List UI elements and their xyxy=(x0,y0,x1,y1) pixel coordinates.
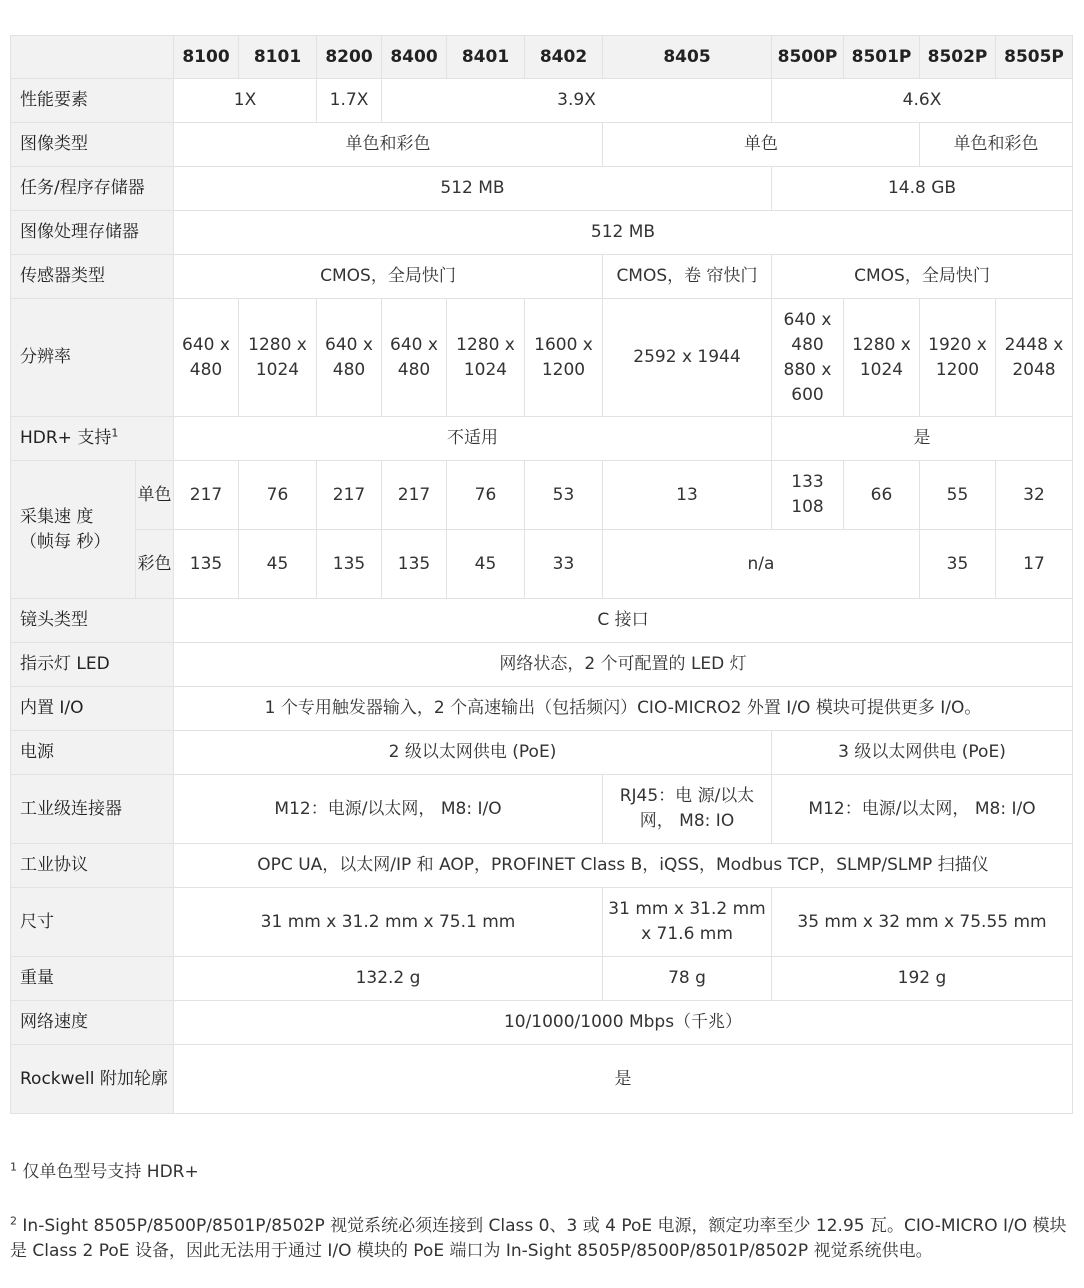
cell: CMOS，卷 帘快门 xyxy=(603,255,772,299)
footnote-text: In-Sight 8505P/8500P/8501P/8502P 视觉系统必须连接到 Class 0、3 或 4 PoE 电源，额定功率至少 12.95 瓦。CIO-MICRO I/O 模块是 Class 2 PoE 设备，因此无法用于通过 I/O 模块的 PoE 端口为 In-Sight 8505P/8500P/8501P/8502P 视觉系统供电。 xyxy=(10,1216,1067,1261)
row-io xyxy=(11,687,1073,731)
cell: 135 xyxy=(317,530,382,599)
row-dimensions xyxy=(11,888,1073,957)
cell: 640 x 480 xyxy=(382,299,447,417)
cell: 33 xyxy=(525,530,603,599)
row-acquisition-mono xyxy=(11,461,1073,530)
row-network xyxy=(11,1001,1073,1045)
model-header: 8505P xyxy=(996,36,1073,79)
cell: 1920 x 1200 xyxy=(920,299,996,417)
cell: 192 g xyxy=(772,957,1073,1001)
row-image-memory xyxy=(11,211,1073,255)
model-header: 8401 xyxy=(447,36,525,79)
cell: 45 xyxy=(239,530,317,599)
model-header: 8400 xyxy=(382,36,447,79)
cell: 1600 x 1200 xyxy=(525,299,603,417)
cell: 2 级以太网供电 (PoE) xyxy=(174,731,772,775)
cell: 135 xyxy=(382,530,447,599)
cell: CMOS，全局快门 xyxy=(772,255,1073,299)
cell: 是 xyxy=(174,1045,1073,1114)
footnote-2 xyxy=(10,1214,1073,1264)
cell: M12：电源/以太网， M8: I/O xyxy=(174,775,603,844)
cell: 32 xyxy=(996,461,1073,530)
cell: 单色 xyxy=(603,123,920,167)
sub-label: 彩色 xyxy=(136,530,174,599)
cell: 76 xyxy=(239,461,317,530)
row-weight xyxy=(11,957,1073,1001)
row-label: 图像类型 xyxy=(11,123,174,167)
cell: 76 xyxy=(447,461,525,530)
row-hdr xyxy=(11,417,1073,461)
model-header: 8200 xyxy=(317,36,382,79)
header-row xyxy=(11,36,1073,79)
row-label: 重量 xyxy=(11,957,174,1001)
cell: 66 xyxy=(844,461,920,530)
row-label: 分辨率 xyxy=(11,299,174,417)
row-label xyxy=(11,417,174,461)
footnotes xyxy=(10,1160,1073,1264)
cell: M12：电源/以太网， M8: I/O xyxy=(772,775,1073,844)
cell: 1280 x 1024 xyxy=(239,299,317,417)
cell: 640 x 480 xyxy=(317,299,382,417)
cell: 78 g xyxy=(603,957,772,1001)
cell: 2592 x 1944 xyxy=(603,299,772,417)
model-header: 8100 xyxy=(174,36,239,79)
cell: 网络状态，2 个可配置的 LED 灯 xyxy=(174,643,1073,687)
cell: 1 个专用触发器输入，2 个高速输出（包括频闪）CIO-MICRO2 外置 I/O 模块可提供更多 I/O。 xyxy=(174,687,1073,731)
footnote-1 xyxy=(10,1160,1073,1185)
cell: CMOS，全局快门 xyxy=(174,255,603,299)
row-sensor xyxy=(11,255,1073,299)
cell: 217 xyxy=(317,461,382,530)
row-label: 采集速 度 （帧每 秒） xyxy=(11,461,136,599)
cell: 132.2 g xyxy=(174,957,603,1001)
row-label: Rockwell 附加轮廓 xyxy=(11,1045,174,1114)
row-label: 网络速度 xyxy=(11,1001,174,1045)
row-performance xyxy=(11,79,1073,123)
cell: 4.6X xyxy=(772,79,1073,123)
row-label: 指示灯 LED xyxy=(11,643,174,687)
footnote-text: 仅单色型号支持 HDR+ xyxy=(22,1162,199,1182)
cell: 17 xyxy=(996,530,1073,599)
cell: 135 xyxy=(174,530,239,599)
cell: 640 x 480 880 x 600 xyxy=(772,299,844,417)
hdr-label-text: HDR+ 支持 xyxy=(20,428,112,448)
cell: 14.8 GB xyxy=(772,167,1073,211)
cell: C 接口 xyxy=(174,599,1073,643)
model-header: 8405 xyxy=(603,36,772,79)
footnote-ref[interactable]: 1 xyxy=(111,426,119,440)
row-acquisition-color xyxy=(11,530,1073,599)
row-label: 电源 xyxy=(11,731,174,775)
cell: 单色和彩色 xyxy=(174,123,603,167)
cell: 45 xyxy=(447,530,525,599)
cell: 1280 x 1024 xyxy=(844,299,920,417)
cell: 512 MB xyxy=(174,211,1073,255)
cell: 3 级以太网供电 (PoE) xyxy=(772,731,1073,775)
cell: 35 mm x 32 mm x 75.55 mm xyxy=(772,888,1073,957)
row-image-type xyxy=(11,123,1073,167)
row-label: 工业协议 xyxy=(11,844,174,888)
cell: 1280 x 1024 xyxy=(447,299,525,417)
row-resolution xyxy=(11,299,1073,417)
footnote-number: 1 xyxy=(10,1160,17,1174)
spec-table xyxy=(10,35,1073,1114)
row-connector xyxy=(11,775,1073,844)
sub-label: 单色 xyxy=(136,461,174,530)
model-header: 8101 xyxy=(239,36,317,79)
cell: n/a xyxy=(603,530,920,599)
cell: 133 108 xyxy=(772,461,844,530)
model-header: 8402 xyxy=(525,36,603,79)
row-label: 图像处理存储器 xyxy=(11,211,174,255)
cell: 35 xyxy=(920,530,996,599)
model-header: 8501P xyxy=(844,36,920,79)
footnote-number: 2 xyxy=(10,1214,17,1228)
cell: 13 xyxy=(603,461,772,530)
cell: 53 xyxy=(525,461,603,530)
cell: 3.9X xyxy=(382,79,772,123)
row-job-memory xyxy=(11,167,1073,211)
row-power xyxy=(11,731,1073,775)
cell: 512 MB xyxy=(174,167,772,211)
row-label: 性能要素 xyxy=(11,79,174,123)
row-label: 内置 I/O xyxy=(11,687,174,731)
cell: 是 xyxy=(772,417,1073,461)
cell: 10/1000/1000 Mbps（千兆） xyxy=(174,1001,1073,1045)
row-rockwell xyxy=(11,1045,1073,1114)
cell: RJ45：电 源/以太网， M8: IO xyxy=(603,775,772,844)
cell: 55 xyxy=(920,461,996,530)
row-label: 任务/程序存储器 xyxy=(11,167,174,211)
row-lens xyxy=(11,599,1073,643)
cell: 31 mm x 31.2 mm x 75.1 mm xyxy=(174,888,603,957)
cell: 1.7X xyxy=(317,79,382,123)
row-label: 镜头类型 xyxy=(11,599,174,643)
row-label: 尺寸 xyxy=(11,888,174,957)
model-header: 8500P xyxy=(772,36,844,79)
cell: 2448 x 2048 xyxy=(996,299,1073,417)
row-label: 传感器类型 xyxy=(11,255,174,299)
cell: 217 xyxy=(174,461,239,530)
model-header: 8502P xyxy=(920,36,996,79)
cell: OPC UA，以太网/IP 和 AOP，PROFINET Class B，iQSS，Modbus TCP，SLMP/SLMP 扫描仪 xyxy=(174,844,1073,888)
cell: 单色和彩色 xyxy=(920,123,1073,167)
row-protocol xyxy=(11,844,1073,888)
row-label: 工业级连接器 xyxy=(11,775,174,844)
cell: 640 x 480 xyxy=(174,299,239,417)
cell: 217 xyxy=(382,461,447,530)
cell: 31 mm x 31.2 mm x 71.6 mm xyxy=(603,888,772,957)
cell: 1X xyxy=(174,79,317,123)
header-corner xyxy=(11,36,174,79)
cell: 不适用 xyxy=(174,417,772,461)
row-led xyxy=(11,643,1073,687)
